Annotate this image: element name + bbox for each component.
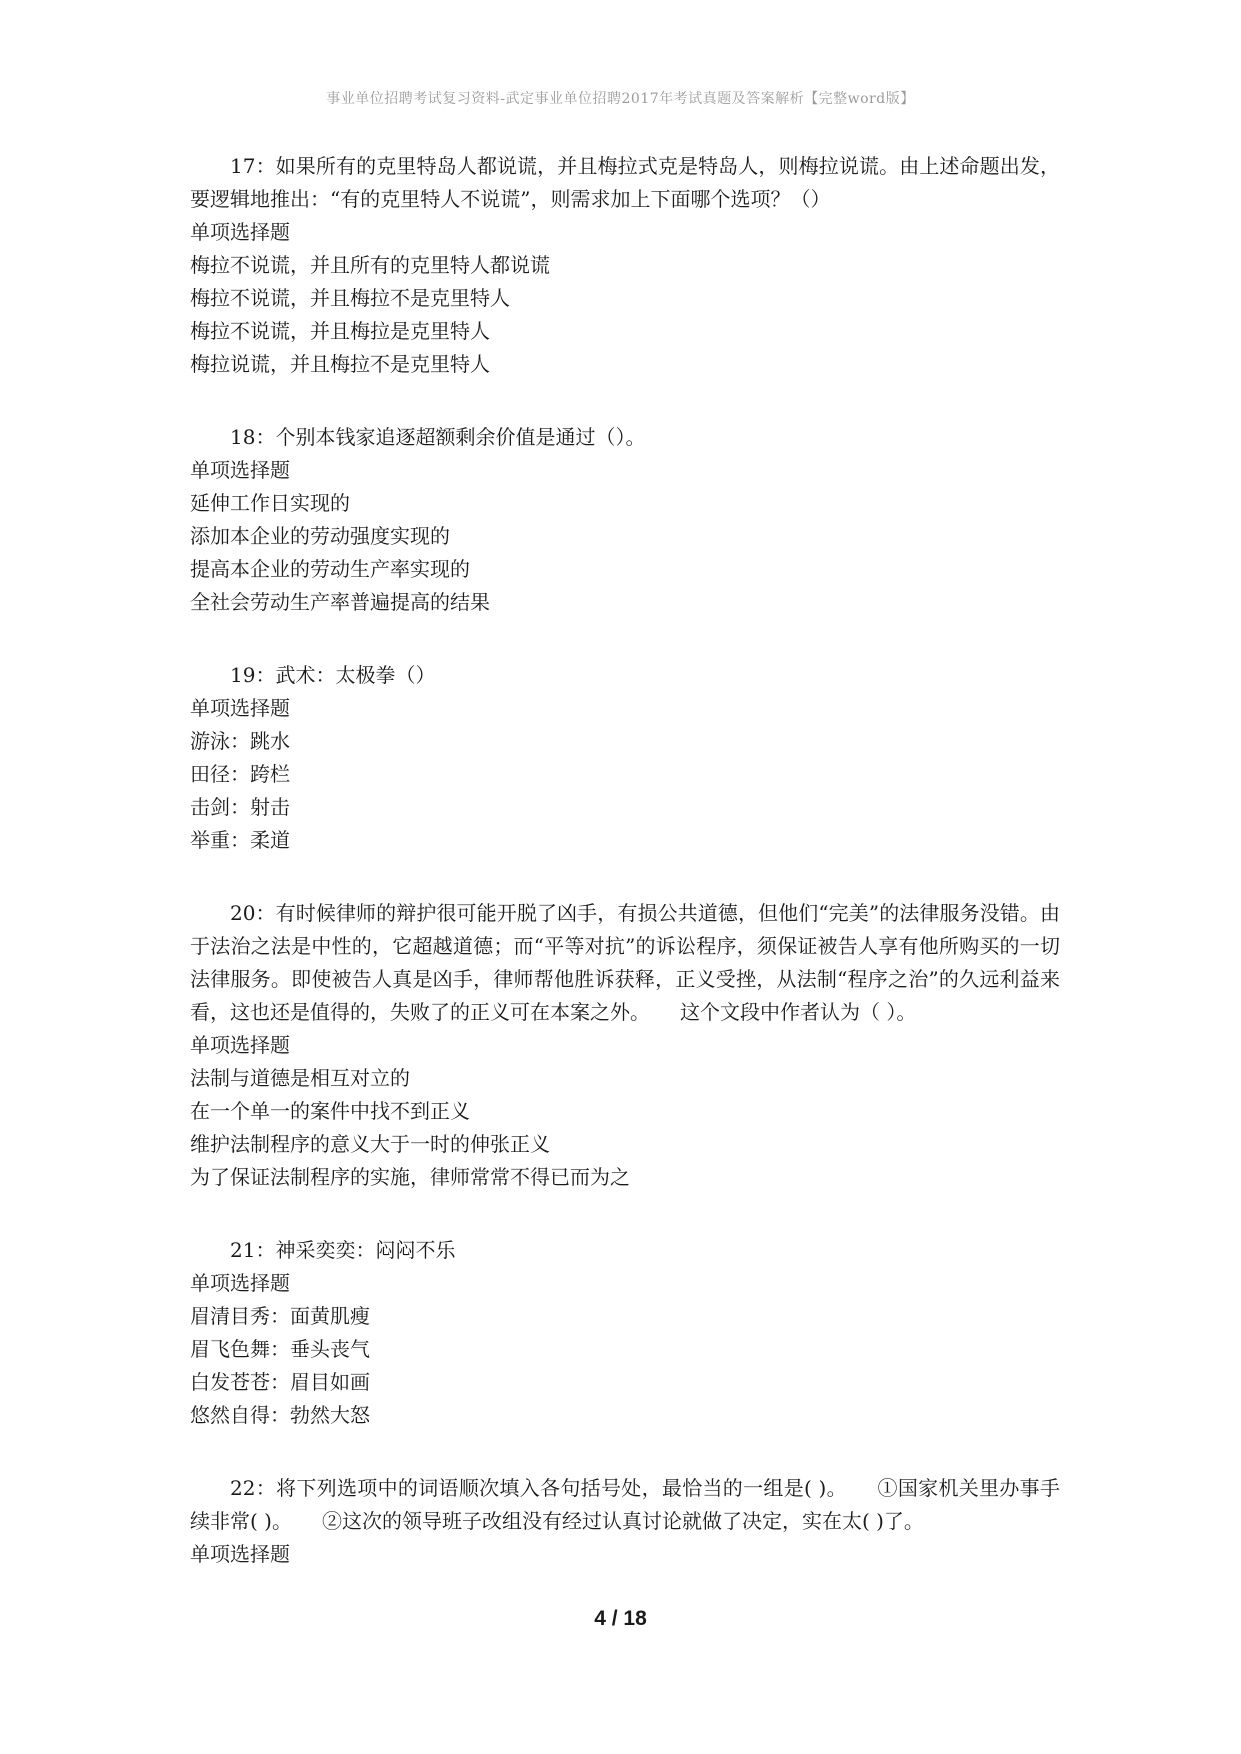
option-c: 维护法制程序的意义大于一时的伸张正义 <box>190 1132 550 1156</box>
option-c: 白发苍苍：眉目如画 <box>190 1370 370 1394</box>
question-type: 单项选择题 <box>190 458 290 482</box>
option-a: 游泳：跳水 <box>190 729 290 753</box>
question-stem: 21：神采奕奕：闷闷不乐 <box>230 1238 456 1262</box>
option-d: 举重：柔道 <box>190 828 290 852</box>
option-b: 在一个单一的案件中找不到正义 <box>190 1099 470 1123</box>
option-d: 梅拉说谎，并且梅拉不是克里特人 <box>190 352 490 376</box>
question-17 <box>190 150 1060 381</box>
page-number: 4 / 18 <box>594 1607 647 1630</box>
question-type: 单项选择题 <box>190 696 290 720</box>
option-d: 为了保证法制程序的实施，律师常常不得已而为之 <box>190 1165 630 1189</box>
option-d: 悠然自得：勃然大怒 <box>190 1403 370 1427</box>
option-a: 法制与道德是相互对立的 <box>190 1066 410 1090</box>
question-19 <box>190 659 1060 857</box>
document-body <box>190 150 1060 1611</box>
option-b: 梅拉不说谎，并且梅拉不是克里特人 <box>190 286 510 310</box>
question-stem: 22：将下列选项中的词语顺次填入各句括号处，最恰当的一组是( )。 ①国家机关里办事手续非常( )。 ②这次的领导班子改组没有经过认真讨论就做了决定，实在太( )了。 <box>190 1476 1060 1533</box>
option-c: 提高本企业的劳动生产率实现的 <box>190 557 470 581</box>
option-b: 田径：跨栏 <box>190 762 290 786</box>
question-21 <box>190 1234 1060 1432</box>
option-a: 眉清目秀：面黄肌瘦 <box>190 1304 370 1328</box>
question-stem: 17：如果所有的克里特岛人都说谎，并且梅拉式克是特岛人，则梅拉说谎。由上述命题出发，要逻辑地推出：“有的克里特人不说谎”，则需求加上下面哪个选项？（） <box>190 154 1060 211</box>
option-c: 梅拉不说谎，并且梅拉是克里特人 <box>190 319 490 343</box>
question-type: 单项选择题 <box>190 1542 290 1566</box>
option-b: 添加本企业的劳动强度实现的 <box>190 524 450 548</box>
option-a: 延伸工作日实现的 <box>190 491 350 515</box>
page-header: 事业单位招聘考试复习资料-武定事业单位招聘2017年考试真题及答案解析【完整word版】 <box>326 91 915 107</box>
question-type: 单项选择题 <box>190 1033 290 1057</box>
option-d: 全社会劳动生产率普遍提高的结果 <box>190 590 490 614</box>
question-type: 单项选择题 <box>190 1271 290 1295</box>
question-18 <box>190 421 1060 619</box>
option-a: 梅拉不说谎，并且所有的克里特人都说谎 <box>190 253 550 277</box>
question-stem: 18：个别本钱家追逐超额剩余价值是通过（）。 <box>230 425 646 449</box>
option-b: 眉飞色舞：垂头丧气 <box>190 1337 370 1361</box>
question-20 <box>190 897 1060 1194</box>
question-22 <box>190 1472 1060 1571</box>
question-stem: 19：武术：太极拳（） <box>230 663 436 687</box>
option-c: 击剑：射击 <box>190 795 290 819</box>
question-stem: 20：有时候律师的辩护很可能开脱了凶手，有损公共道德，但他们“完美”的法律服务没错。由于法治之法是中性的，它超越道德；而“平等对抗”的诉讼程序，须保证被告人享有他所购买的一切法律服务。即使被告人真是凶手，律师帮他胜诉获释，正义受挫，从法制“程序之治”的久远利益来看，这也还是值得的，失败了的正义可在本案之外。 这个文段中作者认为（ ）。 <box>190 901 1060 1024</box>
question-type: 单项选择题 <box>190 220 290 244</box>
